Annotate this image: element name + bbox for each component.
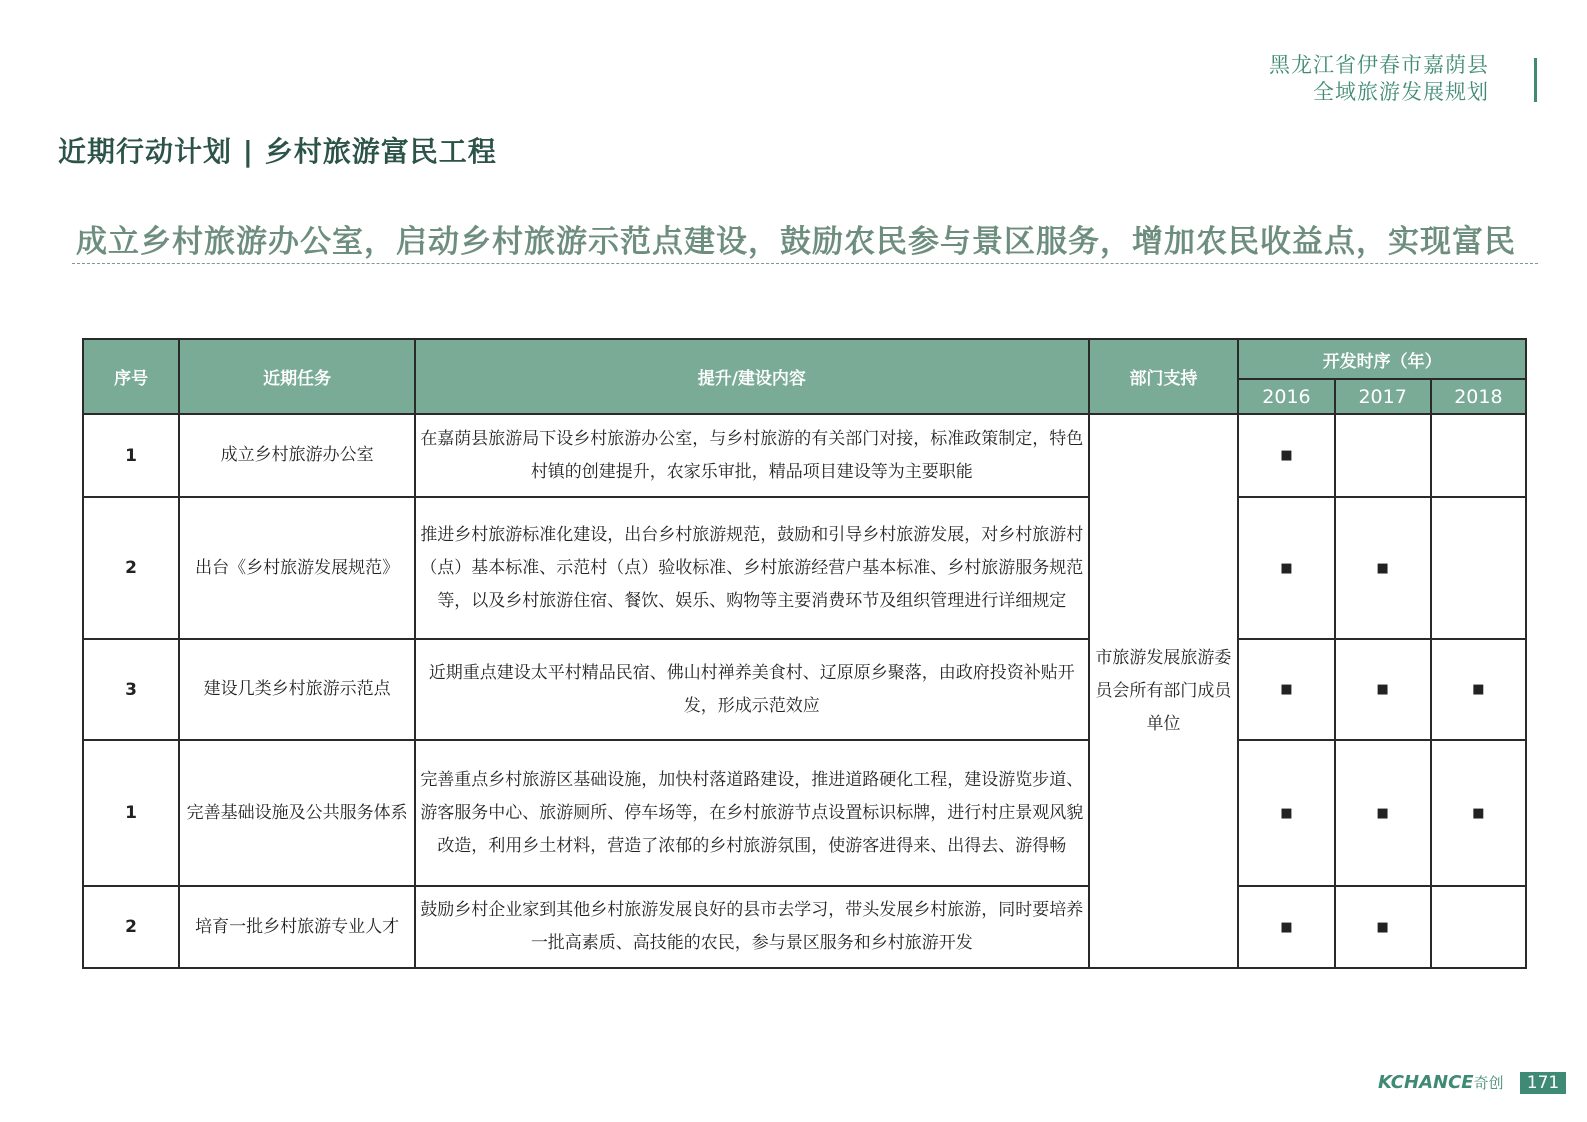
mark-cell: ■ [1431,639,1526,740]
mark-cell [1431,414,1526,497]
row-task: 出台《乡村旅游发展规范》 [179,497,415,639]
mark-cell: ■ [1431,740,1526,886]
logo-text-en: KCHANCE [1378,1072,1474,1093]
mark-cell: ■ [1335,497,1431,639]
table-row [83,639,1526,740]
table-row [83,414,1526,497]
table-row [83,497,1526,639]
mark-cell: ■ [1238,639,1334,740]
row-number: 3 [83,639,179,740]
mark-cell [1431,886,1526,968]
row-task: 培育一批乡村旅游专业人才 [179,886,415,968]
header-year-2016: 2016 [1238,379,1334,414]
mark-cell: ■ [1335,740,1431,886]
brand-divider-bar [1534,58,1537,102]
mark-cell: ■ [1238,414,1334,497]
section-title: 近期行动计划 | 乡村旅游富民工程 [58,135,497,168]
header-dept: 部门支持 [1089,339,1239,414]
page-number: 171 [1520,1072,1566,1094]
header-no: 序号 [83,339,179,414]
logo-text-cn: 奇创 [1473,1074,1504,1092]
row-number: 2 [83,886,179,968]
header-year-2018: 2018 [1431,379,1526,414]
row-content: 推进乡村旅游标准化建设，出台乡村旅游规范，鼓励和引导乡村旅游发展，对乡村旅游村（点）基本标准、示范村（点）验收标准、乡村旅游经营户基本标准、乡村旅游服务规范等，以及乡村旅游住宿、餐饮、娱乐、购物等主要消费环节及组织管理进行详细规定 [415,497,1088,639]
action-plan-table [82,338,1527,969]
mark-cell: ■ [1238,886,1334,968]
kchance-logo [1378,1072,1504,1093]
row-content: 完善重点乡村旅游区基础设施，加快村落道路建设，推进道路硬化工程，建设游览步道、游客服务中心、旅游厕所、停车场等，在乡村旅游节点设置标识标牌，进行村庄景观风貌改造，利用乡土材料，营造了浓郁的乡村旅游氛围，使游客进得来、出得去、游得畅 [415,740,1088,886]
mark-cell: ■ [1238,740,1334,886]
row-content: 近期重点建设太平村精品民宿、佛山村禅养美食村、辽原原乡聚落，由政府投资补贴开发，形成示范效应 [415,639,1088,740]
mark-cell: ■ [1335,886,1431,968]
header-timeline: 开发时序（年） [1238,339,1526,379]
header-content: 提升/建设内容 [415,339,1088,414]
row-task: 建设几类乡村旅游示范点 [179,639,415,740]
brand-line-1: 黑龙江省伊春市嘉荫县 [1269,53,1489,77]
row-content: 鼓励乡村企业家到其他乡村旅游发展良好的县市去学习，带头发展乡村旅游，同时要培养一批高素质、高技能的农民，参与景区服务和乡村旅游开发 [415,886,1088,968]
table-row [83,740,1526,886]
mark-cell [1431,497,1526,639]
slogan-heading: 成立乡村旅游办公室，启动乡村旅游示范点建设，鼓励农民参与景区服务，增加农民收益点，实现富民 [76,224,1516,260]
mark-cell: ■ [1238,497,1334,639]
row-content: 在嘉荫县旅游局下设乡村旅游办公室，与乡村旅游的有关部门对接，标准政策制定，特色村镇的创建提升，农家乐审批，精品项目建设等为主要职能 [415,414,1088,497]
mark-cell: ■ [1335,639,1431,740]
document-brand-header [1269,52,1489,106]
header-task: 近期任务 [179,339,415,414]
mark-cell [1335,414,1431,497]
brand-line-2: 全域旅游发展规划 [1313,80,1489,104]
table-row [83,886,1526,968]
header-year-2017: 2017 [1335,379,1431,414]
row-number: 1 [83,414,179,497]
row-number: 2 [83,497,179,639]
row-task: 完善基础设施及公共服务体系 [179,740,415,886]
dept-support-cell: 市旅游发展旅游委员会所有部门成员单位 [1089,414,1239,968]
row-number: 1 [83,740,179,886]
slogan-underline [72,263,1538,264]
row-task: 成立乡村旅游办公室 [179,414,415,497]
